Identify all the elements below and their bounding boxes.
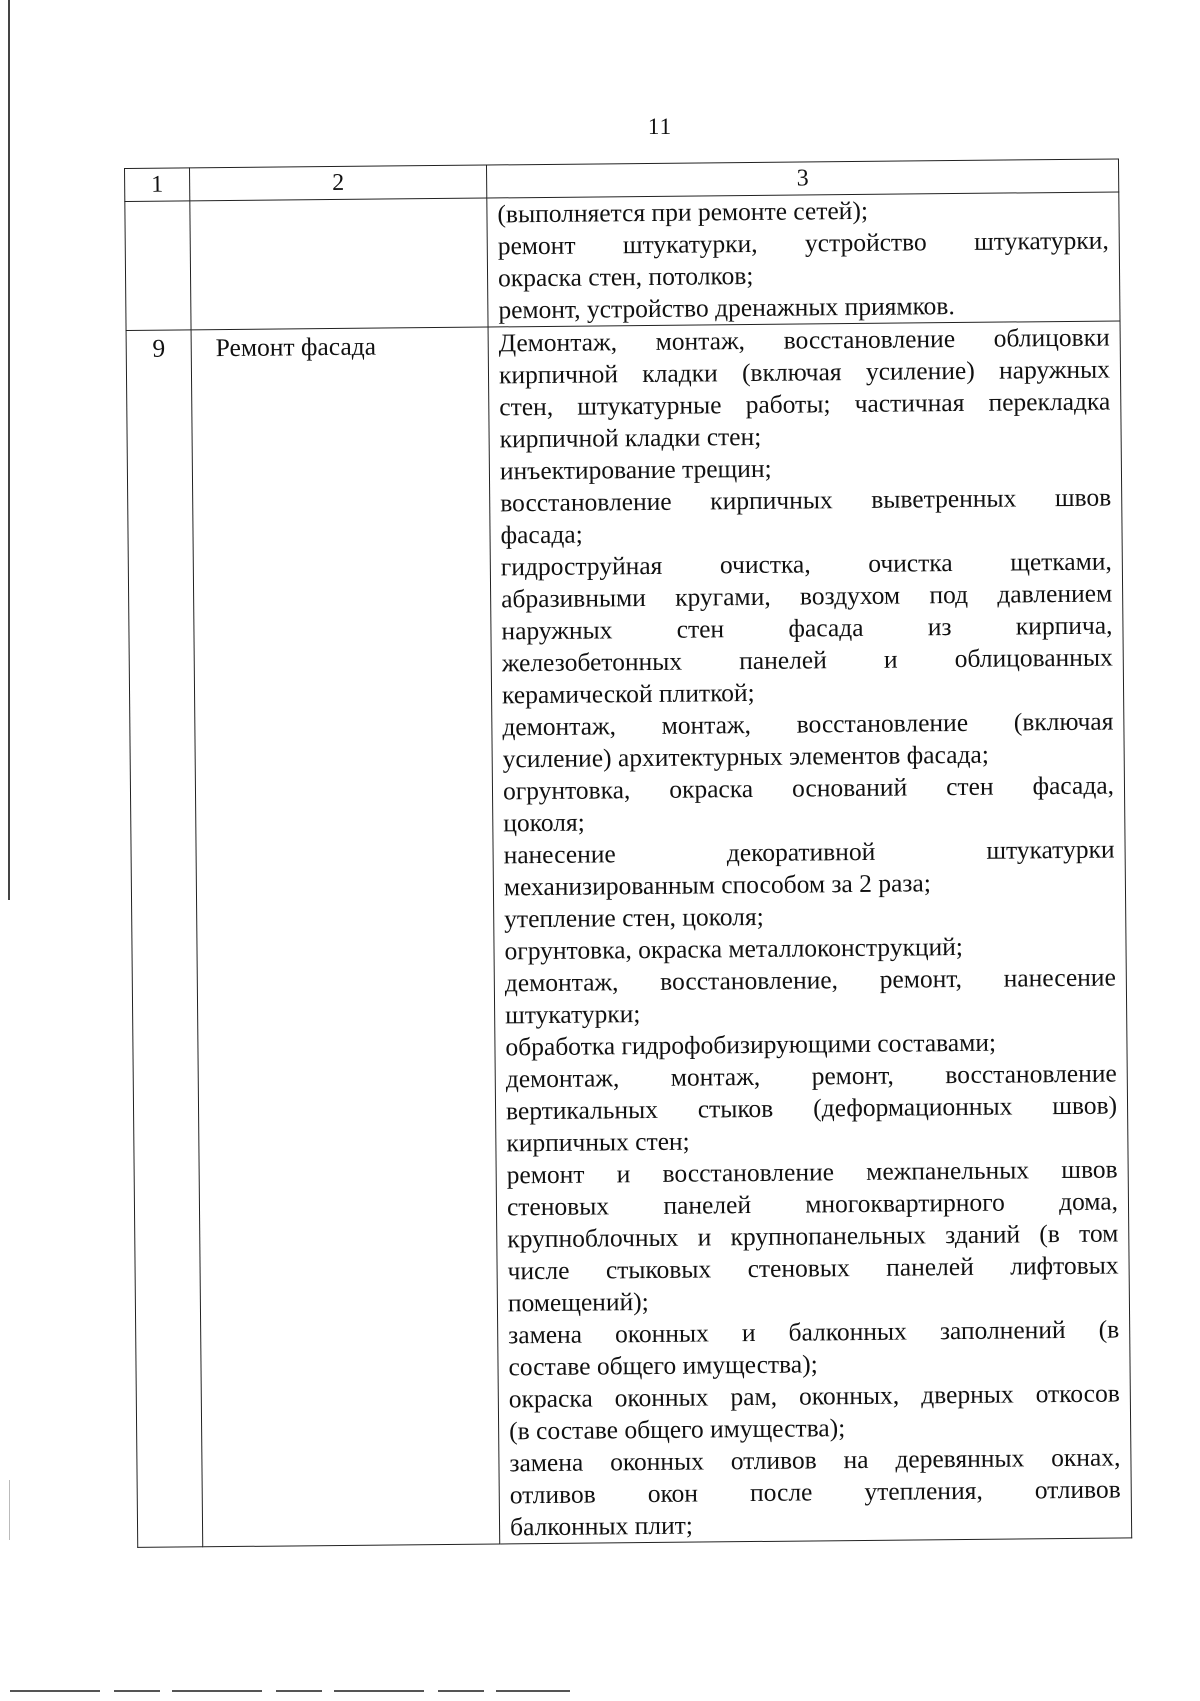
description-line: составе общего имущества); xyxy=(508,1349,818,1382)
description-line: керамической плиткой; xyxy=(501,677,755,710)
description-line: замена оконных отливов на деревянных окнах, xyxy=(509,1442,1121,1478)
description-line: железобетонных панелей и облицованных xyxy=(501,642,1113,678)
description-line: окраска оконных рам, оконных, дверных откосов xyxy=(508,1378,1120,1414)
row-number-cell xyxy=(125,201,191,331)
description-line: стен, штукатурные работы; частичная перекладка xyxy=(499,386,1111,422)
description-line: ремонт и восстановление межпанельных швов xyxy=(506,1154,1118,1190)
works-table xyxy=(124,158,1132,1547)
description-line: инъектирование трещин; xyxy=(499,453,772,486)
description-line: вертикальных стыков (деформационных швов) xyxy=(505,1090,1118,1126)
table-row xyxy=(125,192,1120,331)
description-line: утепление стен, цоколя; xyxy=(504,901,764,934)
description-line: демонтаж, монтаж, восстановление (включая xyxy=(502,706,1114,742)
description-line: крупноблочных и крупнопанельных зданий (в том xyxy=(507,1218,1119,1254)
description-line: огрунтовка, окраска оснований стен фасада, xyxy=(502,770,1115,806)
description-line: ремонт штукатурки, устройство штукатурки, xyxy=(497,225,1109,261)
work-type-cell: Ремонт фасада xyxy=(191,327,500,1547)
description-line: огрунтовка, окраска металлоконструкций; xyxy=(504,931,964,966)
description-line: кирпичной кладки (включая усиление) наружных xyxy=(498,354,1111,390)
column-header-name: 2 xyxy=(190,165,487,201)
description-line: демонтаж, монтаж, ремонт, восстановление xyxy=(505,1058,1117,1094)
description-line: ремонт, устройство дренажных приямков. xyxy=(498,291,955,325)
description-line: гидроструйная очистка, очистка щетками, xyxy=(500,546,1112,582)
description-line: наружных стен фасада из кирпича, xyxy=(501,610,1113,646)
description-line: механизированным способом за 2 раза; xyxy=(503,868,931,902)
description-line: штукатурки; xyxy=(505,999,641,1030)
description-line: отливов окон после утепления, отливов xyxy=(509,1474,1121,1510)
description-line: цоколя; xyxy=(503,807,585,838)
row-number-cell: 9 xyxy=(126,330,203,1548)
description-line: фасада; xyxy=(500,519,583,550)
description-line: нанесение декоративной штукатурки xyxy=(503,834,1115,870)
description-line: Демонтаж, монтаж, восстановление облицовки xyxy=(498,322,1110,358)
description-line: обработка гидрофобизирующими составами; xyxy=(505,1027,997,1062)
description-line: (в составе общего имущества); xyxy=(509,1413,846,1446)
scan-edge-shadow-lower xyxy=(9,1480,10,1540)
column-header-number: 1 xyxy=(125,168,190,202)
work-description-cell xyxy=(488,321,1132,1544)
description-line: числе стыковых стеновых панелей лифтовых xyxy=(507,1250,1119,1286)
work-type-cell xyxy=(190,198,488,330)
description-line: (выполняется при ремонте сетей); xyxy=(497,195,869,229)
work-description-cell xyxy=(487,192,1120,327)
description-line: демонтаж, восстановление, ремонт, нанесение xyxy=(504,962,1116,998)
column-header-description: 3 xyxy=(486,159,1118,198)
description-line: замена оконных и балконных заполнений (в xyxy=(508,1314,1120,1350)
description-line: окраска стен, потолков; xyxy=(497,260,754,293)
description-line: стеновых панелей многоквартирного дома, xyxy=(506,1186,1119,1222)
description-line: помещений); xyxy=(507,1287,649,1318)
description-line: кирпичной кладки стен; xyxy=(499,421,762,454)
table-row xyxy=(126,321,1132,1547)
description-line: балконных плит; xyxy=(509,1510,694,1542)
scan-bottom-artifact xyxy=(10,1690,570,1692)
description-line: восстановление кирпичных выветренных швов xyxy=(500,482,1112,518)
description-line: усиление) архитектурных элементов фасада; xyxy=(502,739,990,774)
description-line: кирпичных стен; xyxy=(506,1126,690,1158)
description-line: абразивными кругами, воздухом под давлением xyxy=(501,578,1113,614)
page-number: 11 xyxy=(647,114,673,139)
